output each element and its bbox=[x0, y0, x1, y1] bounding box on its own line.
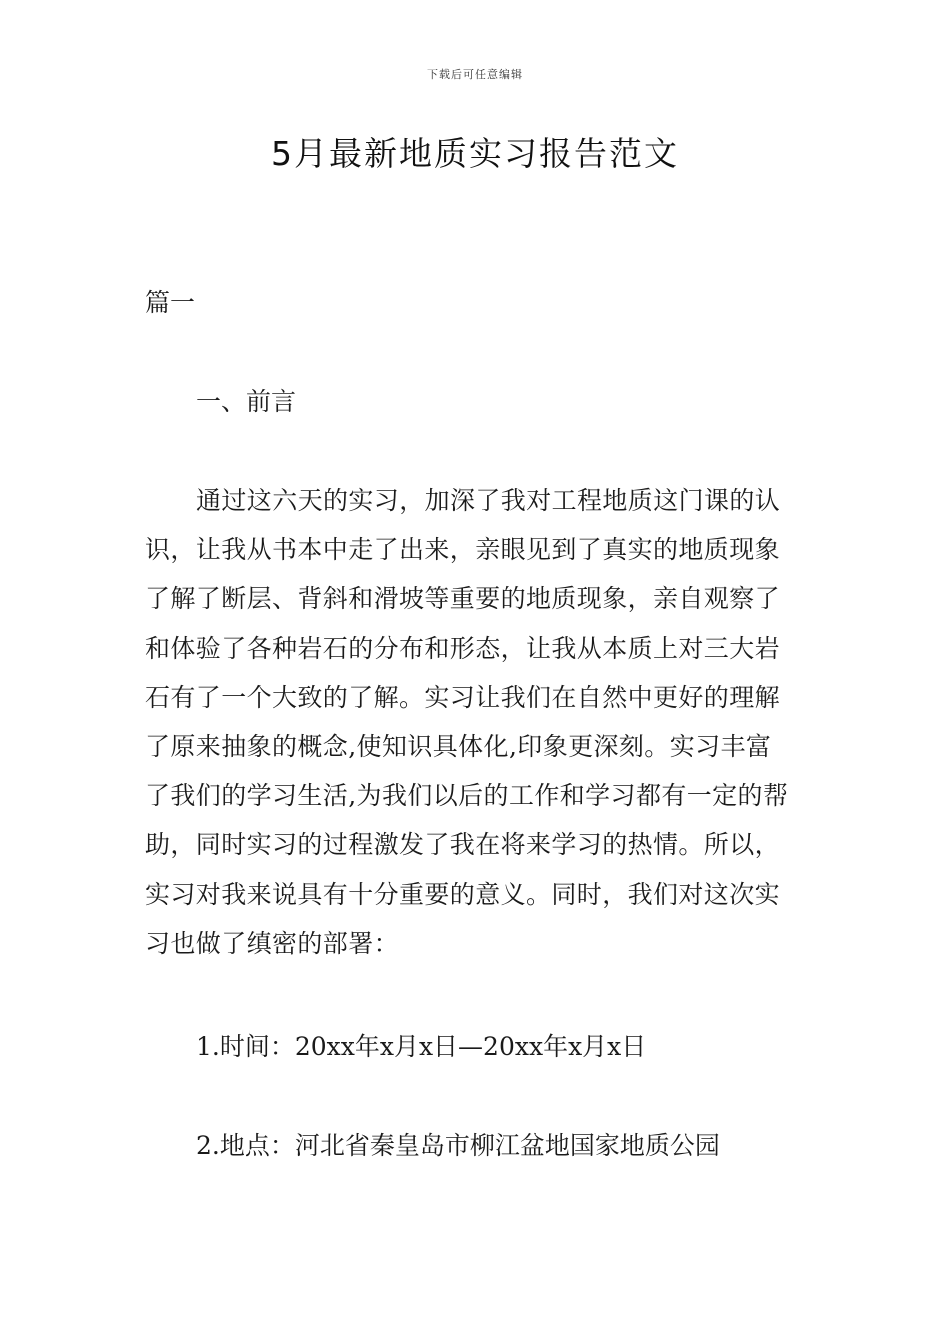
paragraph-line: 了原来抽象的概念,使知识具体化,印象更深刻。实习丰富 bbox=[145, 731, 772, 761]
schedule-location-item: 2.地点：河北省秦皇岛市柳江盆地国家地质公园 bbox=[196, 1131, 720, 1160]
paragraph-line: 了我们的学习生活,为我们以后的工作和学习都有一定的帮 bbox=[145, 781, 789, 811]
schedule-time-item: 1.时间：20xx年x月x日—20xx年x月x日 bbox=[196, 1032, 647, 1061]
paragraph-line: 了解了断层、背斜和滑坡等重要的地质现象，亲自观察了 bbox=[145, 584, 781, 614]
paragraph-line: 实习对我来说具有十分重要的意义。同时，我们对这次实 bbox=[145, 879, 781, 909]
paragraph-line: 识，让我从书本中走了出来，亲眼见到了真实的地质现象 bbox=[145, 535, 781, 565]
section-heading: 一、前言 bbox=[196, 387, 297, 416]
section-label: 篇一 bbox=[145, 288, 196, 317]
paragraph-line: 石有了一个大致的了解。实习让我们在自然中更好的理解 bbox=[145, 682, 781, 712]
body-paragraph bbox=[145, 478, 813, 970]
header-note: 下载后可任意编辑 bbox=[427, 68, 523, 81]
paragraph-line: 和体验了各种岩石的分布和形态，让我从本质上对三大岩 bbox=[145, 633, 781, 663]
paragraph-line: 习也做了缜密的部署： bbox=[145, 928, 400, 958]
paragraph-line: 通过这六天的实习，加深了我对工程地质这门课的认 bbox=[196, 486, 781, 515]
paragraph-line: 助，同时实习的过程激发了我在将来学习的热情。所以， bbox=[145, 830, 781, 860]
document-title: 5月最新地质实习报告范文 bbox=[271, 134, 679, 173]
